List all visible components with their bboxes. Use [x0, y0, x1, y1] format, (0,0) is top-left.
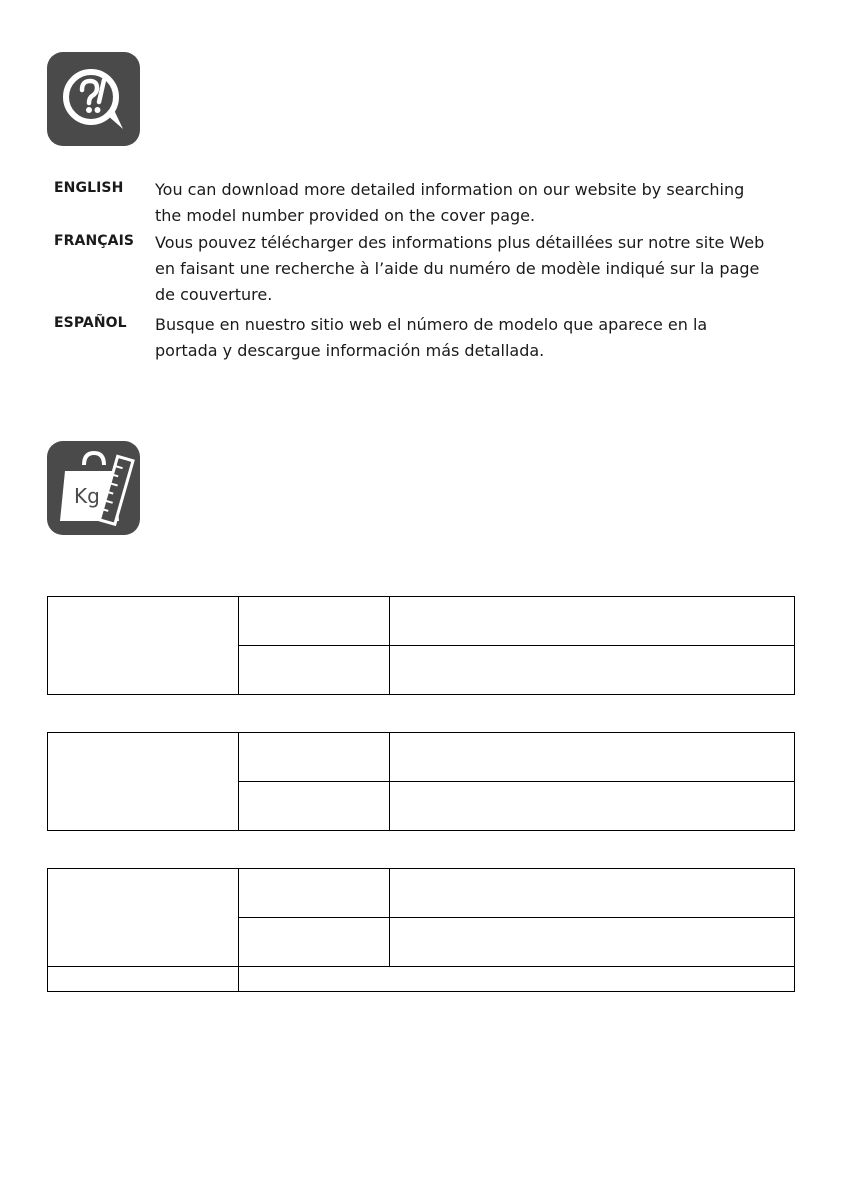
table-cell: [390, 733, 795, 782]
table-cell: [390, 869, 795, 918]
weight-kg-icon: [47, 441, 140, 535]
language-text: You can download more detailed information on our website by searching the model number provided on the cover page.: [155, 180, 745, 225]
table-row: [48, 869, 795, 918]
language-label: FRANÇAIS: [54, 233, 135, 249]
table-cell: [390, 918, 795, 967]
table-cell: [390, 597, 795, 646]
table-cell: [239, 597, 390, 646]
table-row: [48, 733, 795, 782]
table-cell: [390, 782, 795, 831]
table-cell: [390, 646, 795, 695]
table-row: [48, 967, 795, 992]
table-cell: [239, 782, 390, 831]
table-row: [48, 597, 795, 646]
question-exclamation-icon: [47, 52, 140, 146]
spec-table-3: [47, 868, 795, 992]
language-label: ENGLISH: [54, 180, 124, 196]
table-cell: [239, 733, 390, 782]
table-cell: [239, 646, 390, 695]
language-text: Busque en nuestro sitio web el número de modelo que aparece en la portada y descargue información más detallada.: [155, 315, 708, 360]
svg-text:Kg: Kg: [74, 484, 100, 508]
language-text: Vous pouvez télécharger des informations plus détaillées sur notre site Web en faisant une recherche à l’aide du numéro de modèle indiqué sur la page de couverture.: [155, 233, 765, 304]
table-cell: [48, 733, 239, 831]
spec-table-2: [47, 732, 795, 831]
table-cell: [48, 597, 239, 695]
table-cell: [239, 869, 390, 918]
table-cell: [48, 869, 239, 967]
table-cell: [48, 967, 239, 992]
spec-table-1: [47, 596, 795, 695]
table-cell: [239, 967, 795, 992]
table-cell: [239, 918, 390, 967]
language-label: ESPAÑOL: [54, 315, 127, 331]
